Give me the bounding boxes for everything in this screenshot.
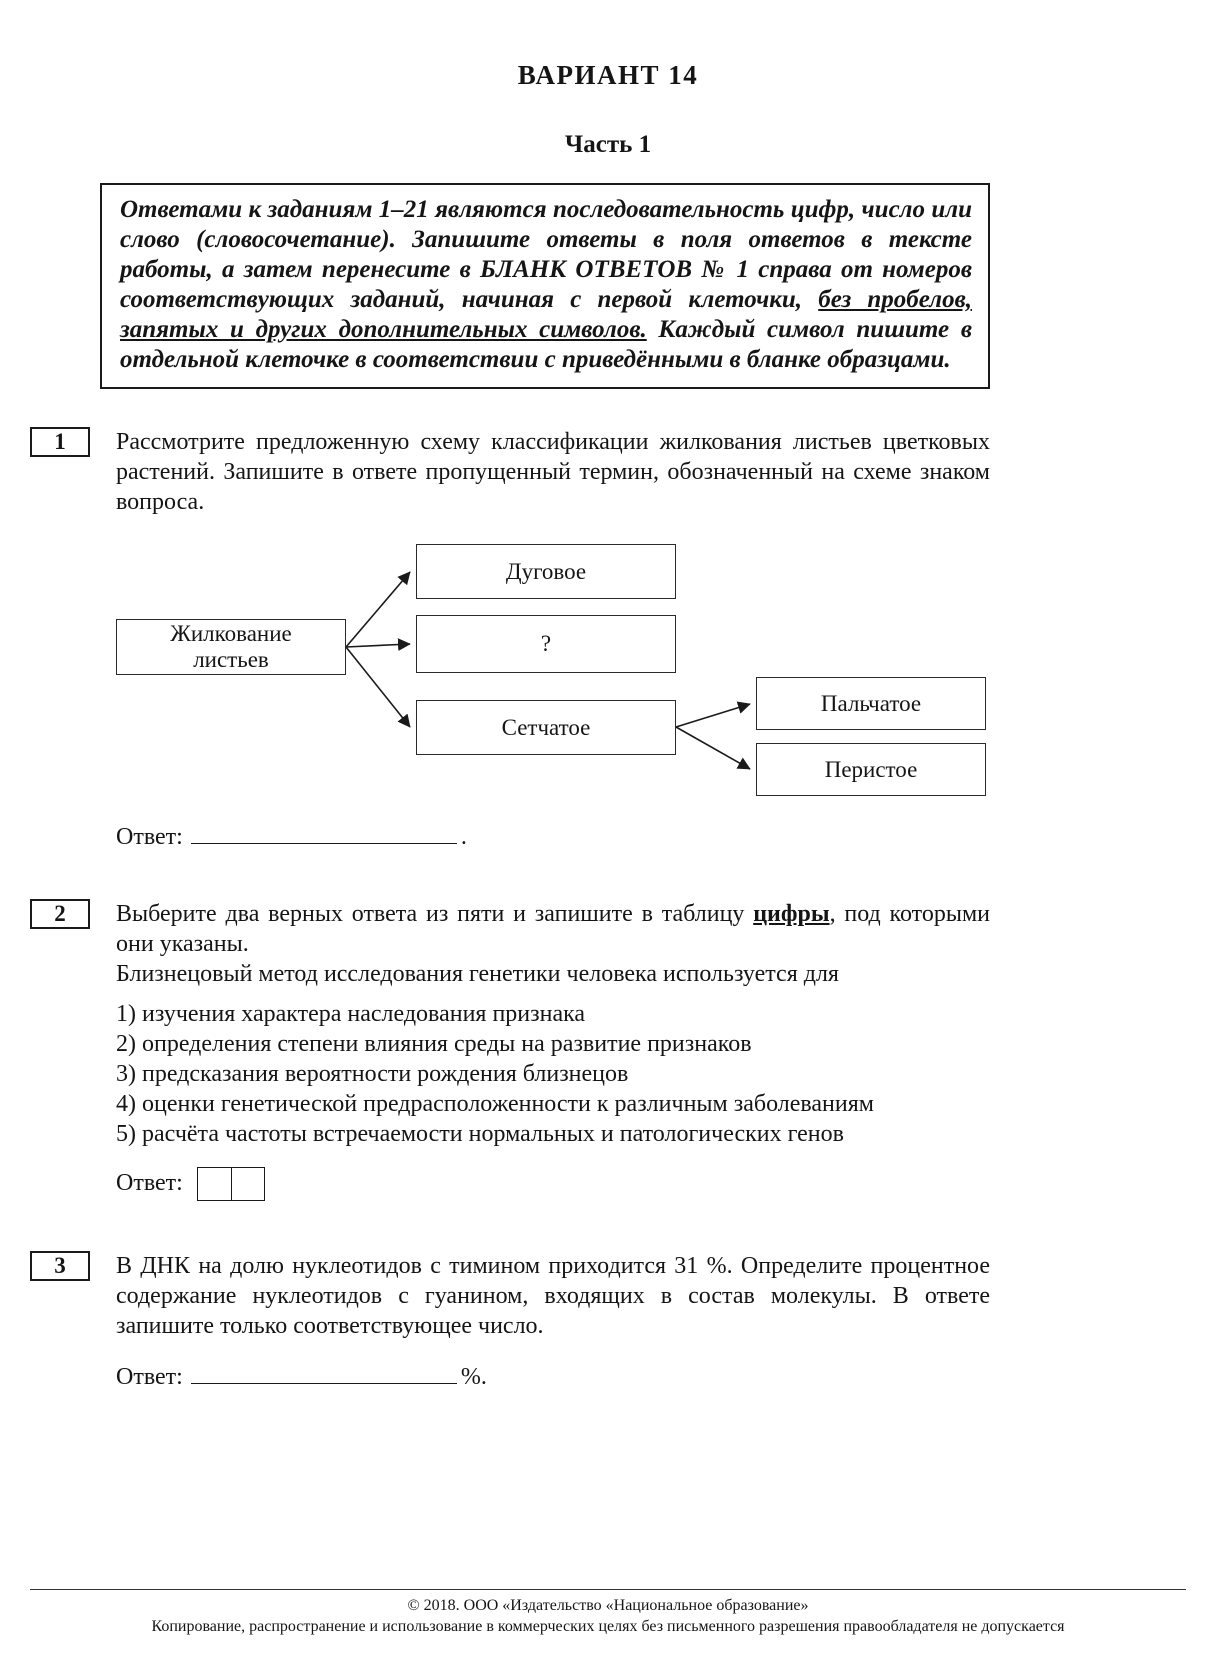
answer-label: Ответ: <box>116 824 183 851</box>
answer-label: Ответ: <box>116 1170 183 1197</box>
option-1: 1) изучения характера наследования признака <box>116 1001 586 1028</box>
diagram-node-question-mark: ? <box>416 615 676 673</box>
question-1-answer-line <box>116 819 990 851</box>
instruction-box <box>100 183 990 389</box>
question-2-intro: Выберите два верных ответа из пяти и запишите в таблицу цифры, под которыми они указаны. <box>116 901 990 958</box>
question-2-number: 2 <box>30 899 90 929</box>
answer-blank[interactable] <box>191 819 457 844</box>
answer-suffix: %. <box>460 1364 487 1391</box>
question-2 <box>54 899 990 1201</box>
question-1 <box>54 427 990 851</box>
diagram-root-line2: листьев <box>193 647 269 672</box>
answer-blank[interactable] <box>191 1359 457 1384</box>
answer-cell-2[interactable] <box>231 1168 264 1200</box>
venation-diagram <box>116 539 990 801</box>
question-2-options <box>116 999 990 1149</box>
answer-cell-1[interactable] <box>198 1168 231 1200</box>
answer-label: Ответ: <box>116 1364 183 1391</box>
diagram-node-arcuate: Дуговое <box>416 544 676 599</box>
diagram-node-reticulate: Сетчатое <box>416 700 676 755</box>
question-3-number: 3 <box>30 1251 90 1281</box>
copy-restriction-notice: Копирование, распространение и использование в коммерческих целях без письменного разрешения правообладателя не допускается <box>151 1618 1065 1635</box>
part-title: Часть 1 <box>564 131 652 158</box>
variant-title: ВАРИАНТ 14 <box>517 60 699 90</box>
question-1-number: 1 <box>30 427 90 457</box>
option-5: 5) расчёта частоты встречаемости нормальных и патологических генов <box>116 1121 844 1148</box>
diagram-root-line1: Жилкование <box>170 621 292 646</box>
page-footer <box>30 1589 1186 1636</box>
question-3 <box>54 1251 990 1391</box>
publisher-copyright: © 2018. ООО «Издательство «Национальное образование» <box>407 1597 809 1614</box>
option-4: 4) оценки генетической предрасположенности к различным заболеваниям <box>116 1091 874 1118</box>
instruction-text: Ответами к заданиям 1–21 являются последовательность цифр, число или слово (словосочетание). Запишите ответы в поля ответов в тексте работы, а затем перенесите в БЛАНК ОТВЕТОВ № 1 справа от номеров соответствующих заданий, начиная с первой клеточки, без пробелов, запятых и других дополнительных символов. Каждый символ пишите в отдельной клеточке в соответствии с приведёнными в бланке образцами. <box>120 196 972 373</box>
question-2-answer-line <box>116 1167 990 1201</box>
diagram-node-palmate: Пальчатое <box>756 677 986 730</box>
diagram-node-pinnate: Перистое <box>756 743 986 796</box>
diagram-root-box <box>116 619 346 675</box>
answer-suffix: . <box>460 824 467 851</box>
option-3: 3) предсказания вероятности рождения близнецов <box>116 1061 629 1088</box>
content <box>54 427 990 1391</box>
question-3-text: В ДНК на долю нуклеотидов с тимином приходится 31 %. Определите процентное содержание нуклеотидов с гуанином, входящих в состав молекулы. В ответе запишите только соответствующее число. <box>116 1253 990 1340</box>
answer-table <box>197 1167 265 1201</box>
question-1-text: Рассмотрите предложенную схему классификации жилкования листьев цветковых растений. Запишите в ответе пропущенный термин, обозначенный на схеме знаком вопроса. <box>116 429 990 515</box>
option-2: 2) определения степени влияния среды на развитие признаков <box>116 1031 752 1058</box>
question-2-subtext: Близнецовый метод исследования генетики человека используется для <box>116 961 839 988</box>
question-3-answer-line <box>116 1359 990 1391</box>
